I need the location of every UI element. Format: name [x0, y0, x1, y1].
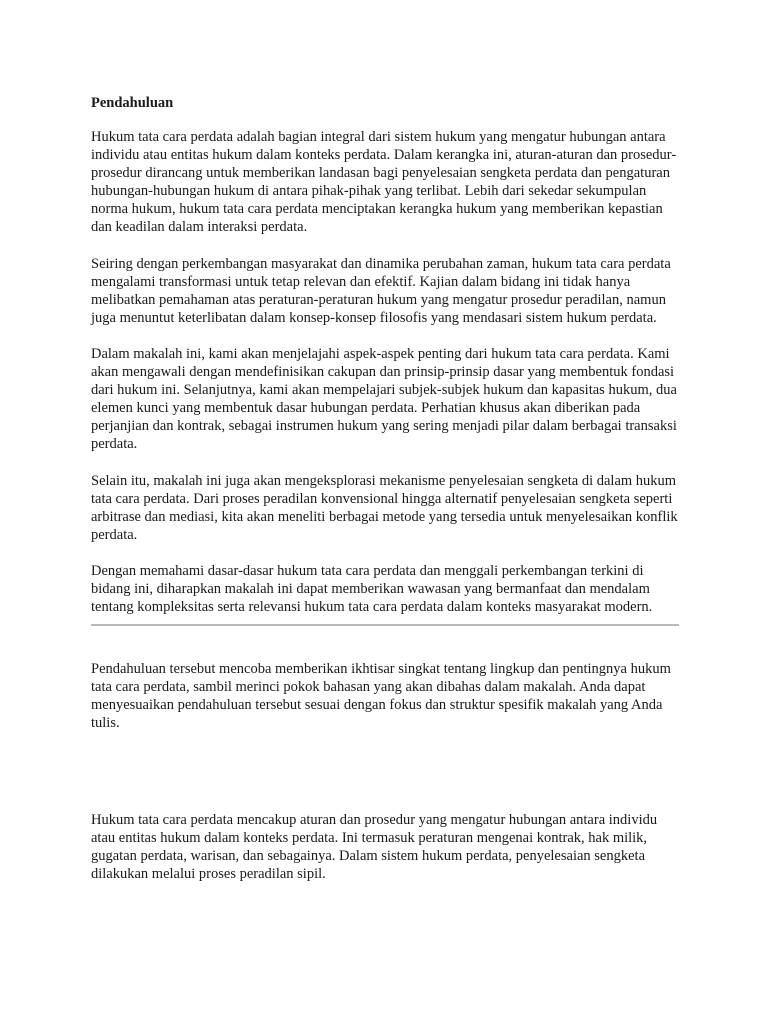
final-paragraph: Hukum tata cara perdata mencakup aturan dan prosedur yang mengatur hubungan antara individu atau entitas hukum dalam konteks perdata. Ini termasuk peraturan mengenai kontrak, hak milik, gugatan perdata, warisan, dan sebagainya. Dalam sistem hukum perdata, penyelesaian sengketa dilakukan melalui proses peradilan sipil.	[91, 811, 658, 882]
paragraph-5: Dengan memahami dasar-dasar hukum tata cara perdata dan menggali perkembangan terkini di bidang ini, diharapkan makalah ini dapat memberikan wawasan yang bermanfaat dan mendalam tentang kompleksitas serta relevansi hukum tata cara perdata dalam konteks masyarakat modern.	[91, 562, 653, 616]
paragraph-1: Hukum tata cara perdata adalah bagian integral dari sistem hukum yang mengatur hubungan antara individu atau entitas hukum dalam konteks perdata. Dalam kerangka ini, aturan-aturan dan prosedur-prosedur dirancang untuk memberikan landasan bagi penyelesaian sengketa perdata dan pengaturan hubungan-hubungan hukum di antara pihak-pihak yang terlibat. Lebih dari sekedar sekumpulan norma hukum, hukum tata cara perdata menciptakan kerangka hukum yang memberikan kepastian dan keadilan dalam interaksi perdata.	[91, 129, 677, 236]
note-paragraph: Pendahuluan tersebut mencoba memberikan ikhtisar singkat tentang lingkup dan pentingnya hukum tata cara perdata, sambil merinci pokok bahasan yang akan dibahas dalam makalah. Anda dapat menyesuaikan pendahuluan tersebut sesuai dengan fokus dan struktur spesifik makalah yang Anda tulis.	[91, 661, 671, 732]
paragraph-4: Selain itu, makalah ini juga akan mengeksplorasi mekanisme penyelesaian sengketa di dalam hukum tata cara perdata. Dari proses peradilan konvensional hingga alternatif penyelesaian sengketa seperti arbitrase dan mediasi, kita akan meneliti berbagai metode yang tersedia untuk menyelesaikan konflik perdata.	[91, 472, 678, 543]
section-heading: Pendahuluan	[91, 95, 174, 111]
paragraph-3: Dalam makalah ini, kami akan menjelajahi aspek-aspek penting dari hukum tata cara perdata. Kami akan mengawali dengan mendefinisikan cakupan dan prinsip-prinsip dasar yang membentuk fondasi dari hukum ini. Selanjutnya, kami akan mempelajari subjek-subjek hukum dan kapasitas hukum, dua elemen kunci yang membentuk dasar hubungan perdata. Perhatian khusus akan diberikan pada perjanjian dan kontrak, sebagai instrumen hukum yang sering menjadi pilar dalam berbagai transaksi perdata.	[91, 345, 677, 453]
horizontal-divider	[91, 624, 679, 626]
paragraph-2: Seiring dengan perkembangan masyarakat dan dinamika perubahan zaman, hukum tata cara perdata mengalami transformasi untuk tetap relevan dan efektif. Kajian dalam bidang ini tidak hanya melibatkan pemahaman atas peraturan-peraturan hukum yang mengatur prosedur peradilan, namun juga menuntut keterlibatan dalam konsep-konsep filosofis yang mendasari sistem hukum perdata.	[91, 255, 671, 326]
document-page	[91, 94, 681, 901]
